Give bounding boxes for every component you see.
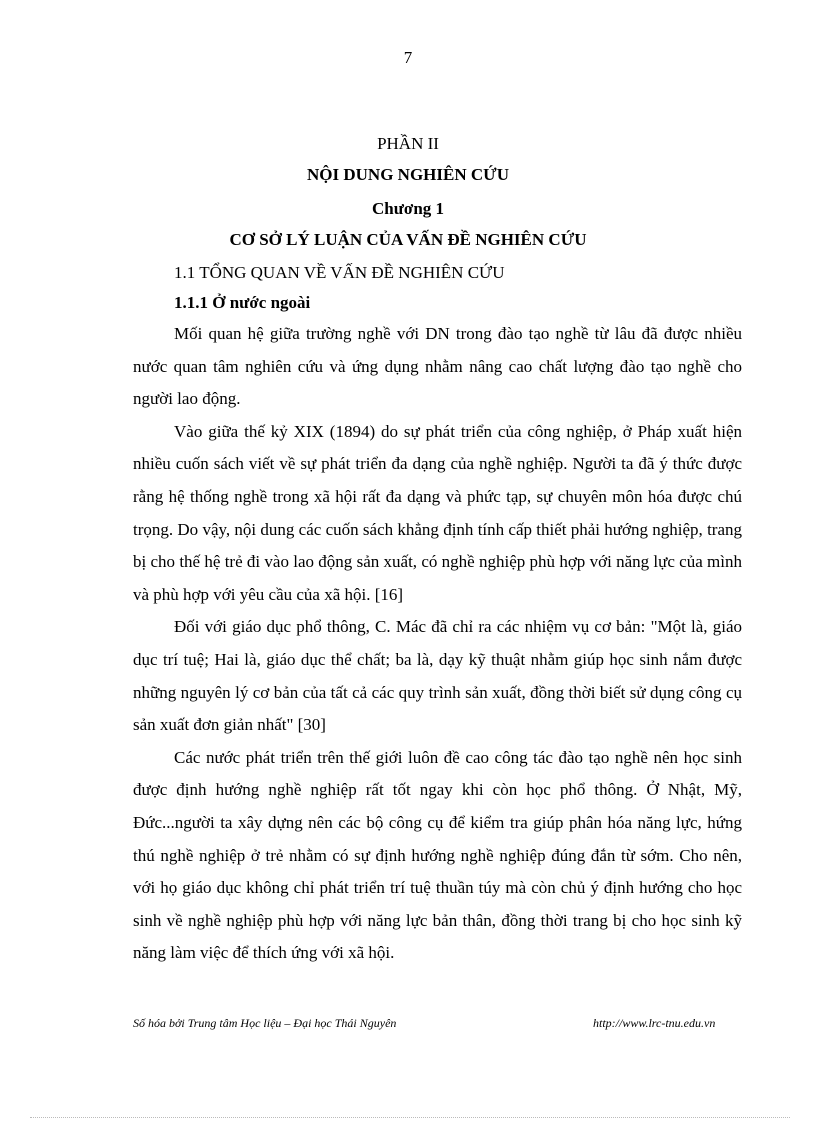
subsection-heading: 1.1.1 Ở nước ngoài bbox=[174, 293, 311, 312]
paragraph: Đối với giáo dục phổ thông, C. Mác đã chỉ ra các nhiệm vụ cơ bản: "Một là, giáo dục trí tuệ; Hai là, giáo dục thể chất; ba là, dạy kỹ thuật nhằm giúp học sinh nắm được những nguyên lý cơ bản của tất cả các quy trình sản xuất, đồng thời biết sử dụng công cụ sản xuất đơn giản nhất" [30] bbox=[133, 617, 742, 735]
paragraph: Các nước phát triển trên thế giới luôn đề cao công tác đào tạo nghề nên học sinh được định hướng nghề nghiệp rất tốt ngay khi còn học phổ thông. Ở Nhật, Mỹ, Đức...người ta xây dựng nên các bộ công cụ để kiểm tra giúp phân hóa năng lực, hứng thú nghề nghiệp ở trẻ nhằm có sự định hướng nghề nghiệp đúng đắn từ sớm. Cho nên, với họ giáo dục không chỉ phát triển trí tuệ thuần túy mà còn chủ ý định hướng cho học sinh về nghề nghiệp phù hợp với năng lực bản thân, đồng thời trang bị cho học sinh kỹ năng làm việc để thích ứng với xã hội. bbox=[133, 747, 742, 963]
chapter-heading: Chương 1 bbox=[371, 199, 445, 218]
section-heading: 1.1 TỔNG QUAN VỀ VẤN ĐỀ NGHIÊN CỨU bbox=[174, 263, 505, 282]
paragraph: Vào giữa thế kỷ XIX (1894) do sự phát triển của công nghiệp, ở Pháp xuất hiện nhiều cuốn sách viết về sự phát triển đa dạng của nghề nghiệp. Người ta đã ý thức được rằng hệ thống nghề trong xã hội rất đa dạng và phức tạp, sự chuyên môn hóa được chú trọng. Do vậy, nội dung các cuốn sách khẳng định tính cấp thiết phải hướng nghiệp, trang bị cho thế hệ trẻ đi vào lao động sản xuất, có nghề nghiệp phù hợp với năng lực của mình và phù hợp với yêu cầu của xã hội. [16] bbox=[133, 421, 742, 604]
body-text bbox=[133, 318, 742, 970]
chapter-title: CƠ SỞ LÝ LUẬN CỦA VẤN ĐỀ NGHIÊN CỨU bbox=[229, 230, 587, 249]
paragraph: Mối quan hệ giữa trường nghề với DN trong đào tạo nghề từ lâu đã được nhiều nước quan tâm nghiên cứu và ứng dụng nhằm nâng cao chất lượng đào tạo nghề cho người lao động. bbox=[133, 324, 742, 409]
footer-source: Số hóa bởi Trung tâm Học liệu – Đại học Thái Nguyên bbox=[133, 1016, 397, 1030]
page-number: 7 bbox=[403, 48, 413, 67]
page-bottom-divider bbox=[30, 1117, 790, 1118]
content-heading: NỘI DUNG NGHIÊN CỨU bbox=[307, 165, 509, 184]
part-heading: PHẦN II bbox=[377, 134, 439, 153]
footer-url: http://www.lrc-tnu.edu.vn bbox=[593, 1016, 716, 1030]
